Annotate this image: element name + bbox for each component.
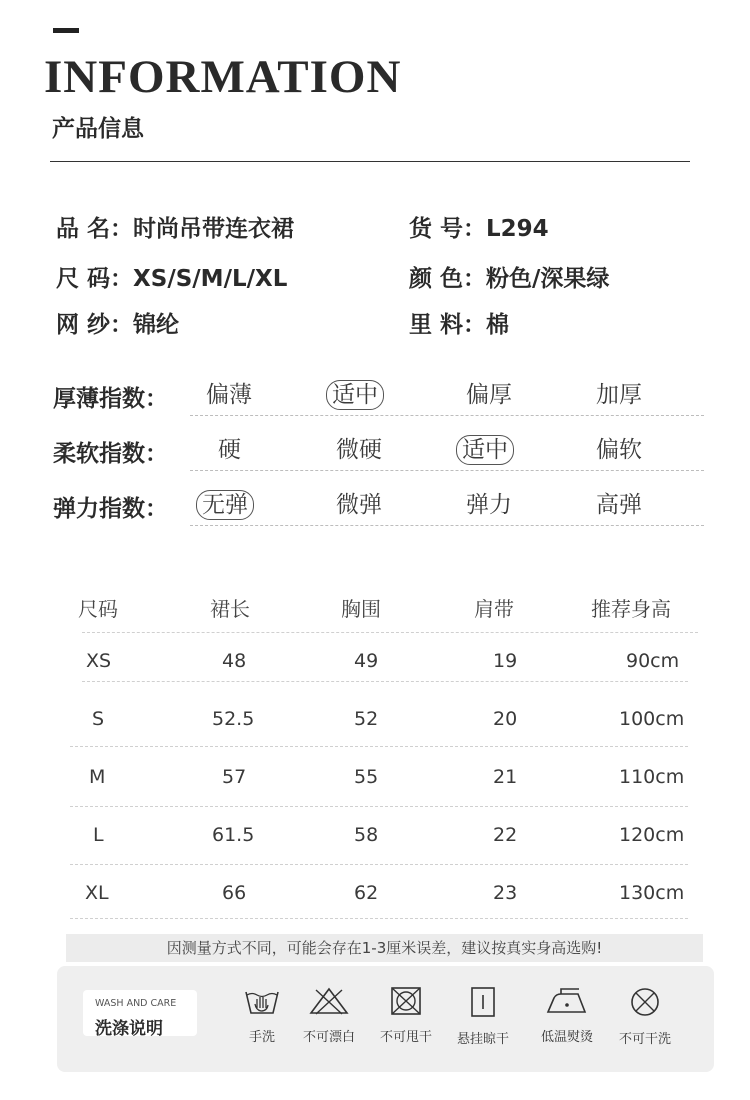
info-size-label: 尺 码： — [56, 266, 134, 292]
care-item-hand-wash — [232, 986, 292, 1045]
info-sku — [409, 210, 549, 243]
table-divider — [70, 806, 688, 807]
table-divider — [70, 746, 688, 747]
care-label: 不可甩干 — [379, 1030, 432, 1045]
softness-option: 硬 — [218, 437, 241, 463]
table-cell: 19 — [493, 650, 518, 672]
wash-care-title-en: WASH AND CARE — [95, 998, 177, 1009]
info-mesh-value: 锦纶 — [133, 312, 180, 338]
no-dry-clean-icon — [628, 986, 662, 1018]
thickness-option: 偏薄 — [206, 382, 252, 408]
table-cell: 55 — [354, 766, 379, 788]
table-divider — [82, 632, 698, 633]
table-cell: XL — [85, 882, 109, 904]
table-cell: L — [93, 824, 104, 846]
table-divider — [70, 864, 688, 865]
thickness-option-selected: 适中 — [326, 380, 384, 410]
size-table-header-size: 尺码 — [78, 597, 118, 621]
table-cell: 66 — [222, 882, 247, 904]
no-bleach-icon — [308, 986, 350, 1016]
elasticity-option: 高弹 — [596, 492, 642, 518]
page-title: INFORMATION — [44, 51, 402, 103]
table-cell: XS — [86, 650, 112, 672]
elasticity-option-selected: 无弹 — [196, 490, 254, 520]
care-item-no-bleach — [299, 986, 359, 1045]
table-cell: 49 — [354, 650, 379, 672]
softness-option: 偏软 — [596, 437, 642, 463]
table-cell: 48 — [222, 650, 247, 672]
size-table-header-length: 裙长 — [210, 597, 250, 621]
info-color-value: 粉色/深果绿 — [486, 266, 610, 292]
care-item-no-dry-clean — [615, 986, 675, 1047]
softness-index-row — [190, 429, 704, 471]
size-table-header-strap: 肩带 — [474, 597, 514, 621]
info-lining-label: 里 料： — [409, 312, 487, 338]
care-label: 不可干洗 — [618, 1032, 671, 1047]
info-color-label: 颜 色： — [409, 266, 487, 292]
softness-index-label: 柔软指数： — [53, 441, 168, 467]
info-sku-value: L294 — [486, 216, 549, 242]
info-name-label: 品 名： — [56, 216, 134, 242]
info-color — [409, 260, 609, 293]
table-cell: 110cm — [619, 766, 685, 788]
info-sku-label: 货 号： — [409, 216, 487, 242]
info-lining — [409, 306, 509, 339]
table-cell: 61.5 — [212, 824, 255, 846]
thickness-option: 偏厚 — [466, 382, 512, 408]
size-table-header-bust: 胸围 — [341, 597, 381, 621]
info-mesh — [56, 306, 179, 339]
table-cell: 23 — [493, 882, 518, 904]
info-mesh-label: 网 纱： — [56, 312, 134, 338]
info-lining-value: 棉 — [486, 312, 510, 338]
size-table-header-height: 推荐身高 — [591, 597, 671, 621]
info-size — [56, 260, 287, 293]
care-item-no-tumble-dry — [376, 986, 436, 1045]
no-tumble-dry-icon — [389, 986, 423, 1016]
thickness-index-label: 厚薄指数： — [53, 386, 168, 412]
care-item-low-iron — [537, 986, 597, 1045]
table-cell: 62 — [354, 882, 379, 904]
table-cell: 130cm — [619, 882, 685, 904]
care-label: 悬挂晾干 — [456, 1032, 509, 1047]
table-cell: S — [92, 708, 105, 730]
elasticity-index-row — [190, 484, 704, 526]
hang-dry-icon — [468, 986, 498, 1018]
care-label: 不可漂白 — [302, 1030, 355, 1045]
care-label: 手洗 — [248, 1030, 275, 1045]
table-cell: 90cm — [626, 650, 680, 672]
care-item-hang-dry — [453, 986, 513, 1047]
thickness-option: 加厚 — [596, 382, 642, 408]
info-name — [56, 210, 294, 243]
low-iron-icon — [545, 986, 589, 1016]
elasticity-index-label: 弹力指数： — [53, 496, 168, 522]
header-divider — [50, 161, 690, 162]
info-size-value: XS/S/M/L/XL — [133, 266, 288, 292]
table-cell: 21 — [493, 766, 518, 788]
table-divider — [82, 681, 688, 682]
softness-option: 微硬 — [336, 437, 382, 463]
table-divider — [70, 918, 688, 919]
table-cell: 22 — [493, 824, 518, 846]
wash-care-title-box — [83, 990, 197, 1039]
table-cell: M — [89, 766, 106, 788]
table-cell: 20 — [493, 708, 518, 730]
care-label: 低温熨烫 — [540, 1030, 593, 1045]
measurement-note: 因测量方式不同，可能会存在1-3厘米误差，建议按真实身高选购! — [66, 934, 703, 962]
elasticity-option: 弹力 — [466, 492, 512, 518]
table-cell: 52.5 — [212, 708, 255, 730]
table-cell: 120cm — [619, 824, 685, 846]
table-cell: 58 — [354, 824, 379, 846]
hand-wash-icon — [243, 986, 281, 1016]
info-name-value: 时尚吊带连衣裙 — [133, 216, 295, 242]
table-cell: 100cm — [619, 708, 685, 730]
table-cell: 52 — [354, 708, 379, 730]
page-subtitle: 产品信息 — [52, 116, 144, 142]
wash-care-panel — [57, 966, 714, 1072]
header-dash — [53, 28, 79, 33]
table-cell: 57 — [222, 766, 247, 788]
thickness-index-row — [190, 374, 704, 416]
elasticity-option: 微弹 — [336, 492, 382, 518]
wash-care-title-cn: 洗涤说明 — [95, 1019, 163, 1039]
softness-option-selected: 适中 — [456, 435, 514, 465]
